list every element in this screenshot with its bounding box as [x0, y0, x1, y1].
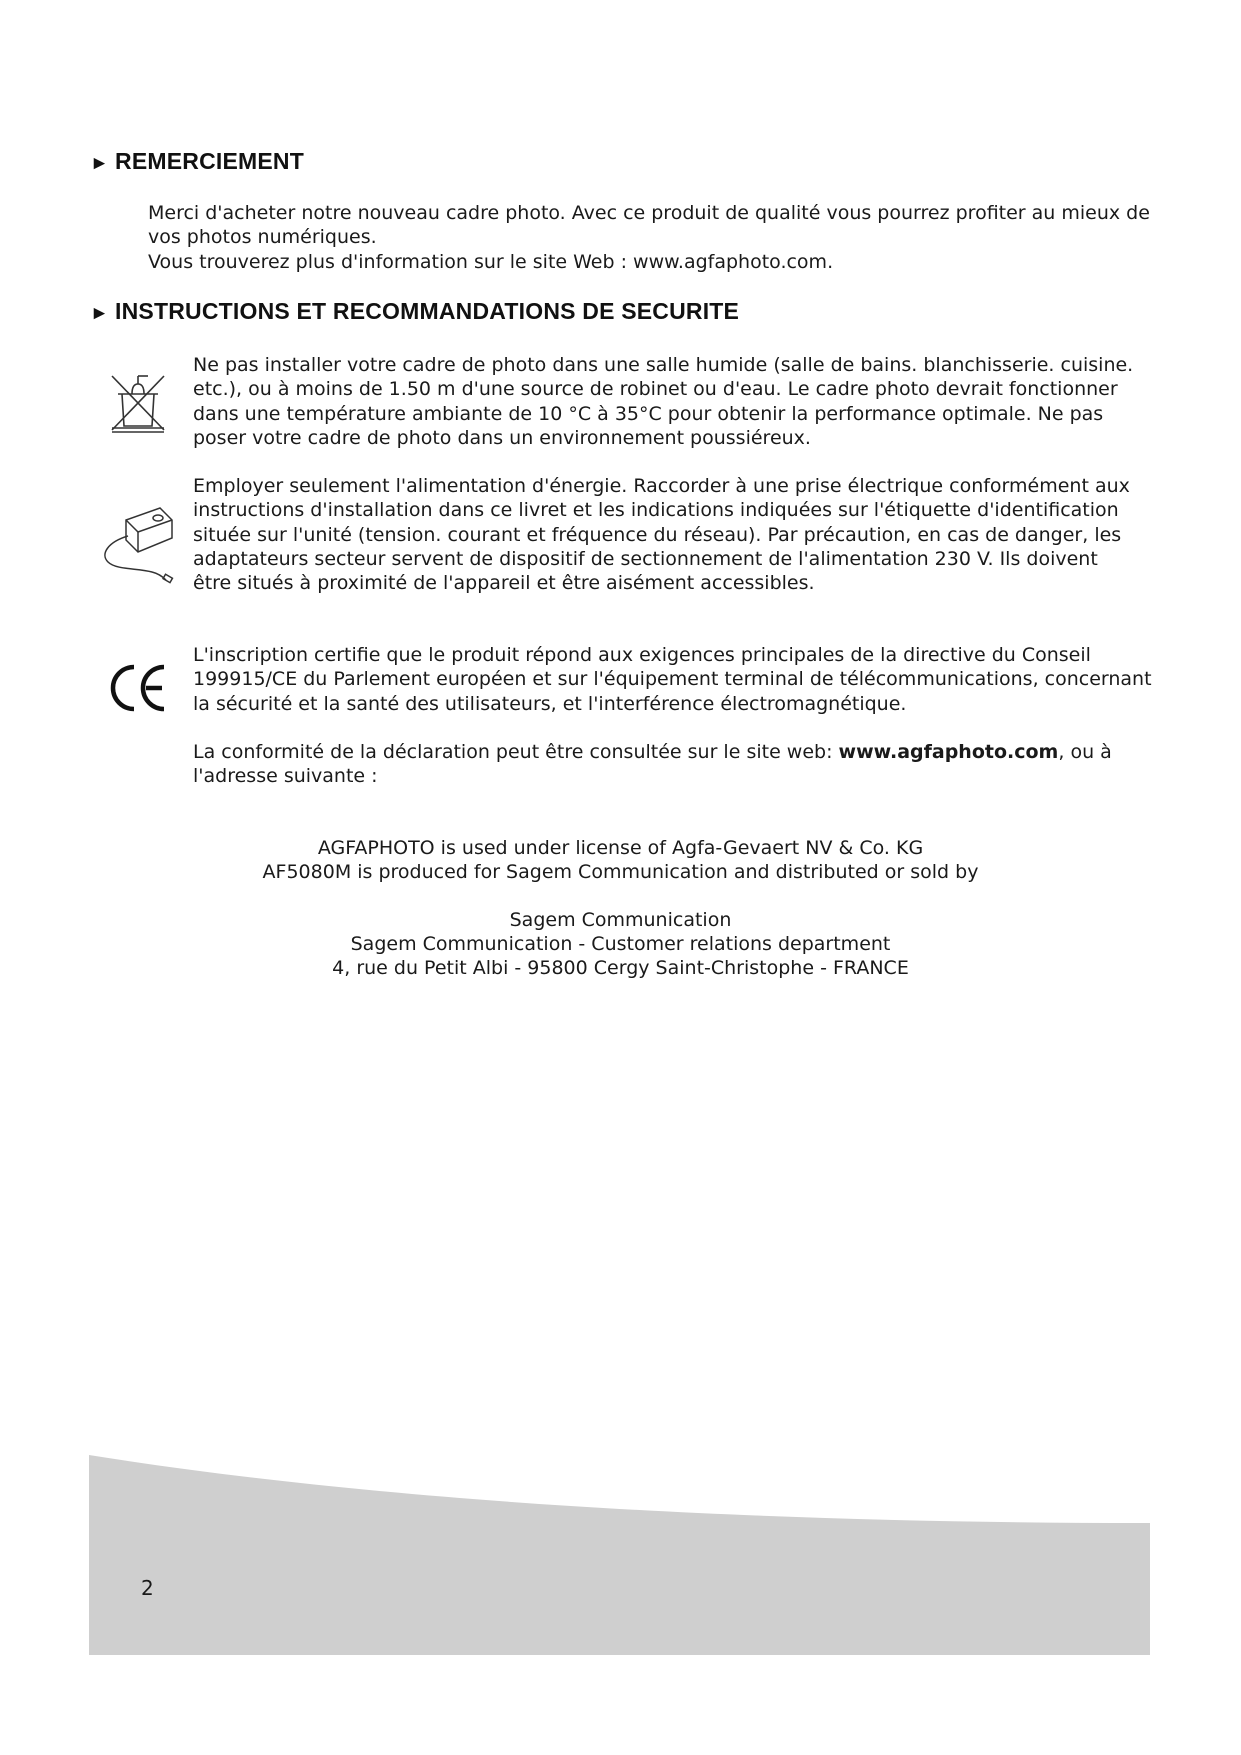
text-line: instructions d'installation dans ce livret et les indications indiquées sur l'étiquette d'identification [193, 499, 1119, 522]
power-paragraph [193, 474, 1130, 595]
arrow-bullet-icon: ► [90, 303, 110, 324]
humidity-paragraph [193, 353, 1133, 450]
power-adapter-icon [98, 502, 176, 584]
page-number: 2 [141, 1576, 154, 1600]
ce-mark-icon [108, 662, 170, 714]
license-block [0, 836, 1241, 884]
text-line: poser votre cadre de photo dans un environnement poussiéreux. [193, 426, 811, 449]
section-title: REMERCIEMENT [115, 148, 304, 174]
text-line: Employer seulement l'alimentation d'énergie. Raccorder à une prise électrique conformément aux [193, 475, 1130, 497]
text-line: être situés à proximité de l'appareil et être aisément accessibles. [193, 572, 815, 595]
license-line: AF5080M is produced for Sagem Communication and distributed or sold by [262, 861, 979, 883]
text-fragment: , ou à [1058, 741, 1112, 763]
text-line: située sur l'unité (tension. courant et fréquence du réseau). Par précaution, en cas de danger, les [193, 523, 1122, 546]
address-line: Sagem Communication - Customer relations department [350, 933, 891, 955]
website-link[interactable]: www.agfaphoto.com [633, 250, 828, 273]
text-line [193, 740, 1112, 764]
text-fragment: Vous trouverez plus d'information sur le site Web : [148, 250, 634, 273]
address-block [0, 908, 1241, 980]
website-link[interactable]: www.agfaphoto.com [838, 741, 1059, 763]
text-line: Ne pas installer votre cadre de photo dans une salle humide (salle de bains. blanchisserie. cuisine. [193, 354, 1134, 376]
conformity-paragraph [193, 740, 1112, 789]
text-line: 199915/CE du Parlement européen et sur l'équipement terminal de télécommunications, concernant [193, 668, 1152, 691]
text-line: dans une température ambiante de 10 °C à 35°C pour obtenir la performance optimale. Ne pas [193, 402, 1104, 425]
text-line: etc.), ou à moins de 1.50 m d'une source de robinet ou d'eau. Le cadre photo devrait fonctionner [193, 378, 1118, 401]
text-line: l'adresse suivante : [193, 765, 378, 788]
text-line: la sécurité et la santé des utilisateurs, et l'interférence électromagnétique. [193, 692, 907, 715]
text-line: L'inscription certifie que le produit répond aux exigences principales de la directive du Conseil [193, 644, 1091, 666]
text-line: Merci d'acheter notre nouveau cadre photo. Avec ce produit de qualité vous pourrez profiter au mieux de [148, 202, 1150, 224]
section-heading-safety [90, 298, 739, 325]
address-line: 4, rue du Petit Albi - 95800 Cergy Saint-Christophe - FRANCE [332, 957, 909, 979]
footer-curve-shape [89, 1455, 1150, 1655]
text-fragment: La conformité de la déclaration peut être consultée sur le site web: [193, 741, 839, 763]
text-line: adaptateurs secteur servent de dispositif de sectionnement de l'alimentation 230 V. Ils doivent [193, 547, 1098, 570]
section-title: INSTRUCTIONS ET RECOMMANDATIONS DE SECURITE [115, 298, 740, 324]
footer-band [89, 1455, 1150, 1655]
arrow-bullet-icon: ► [90, 153, 110, 174]
text-line: vos photos numériques. [148, 226, 377, 249]
text-line [148, 250, 1150, 274]
section-heading-thanks [90, 148, 304, 175]
license-line: AGFAPHOTO is used under license of Agfa-Gevaert NV & Co. KG [317, 837, 924, 859]
no-humidity-icon [108, 372, 168, 434]
thanks-paragraph [148, 201, 1150, 274]
text-fragment: . [827, 250, 834, 273]
address-line: Sagem Communication [509, 909, 732, 931]
ce-paragraph [193, 643, 1152, 716]
